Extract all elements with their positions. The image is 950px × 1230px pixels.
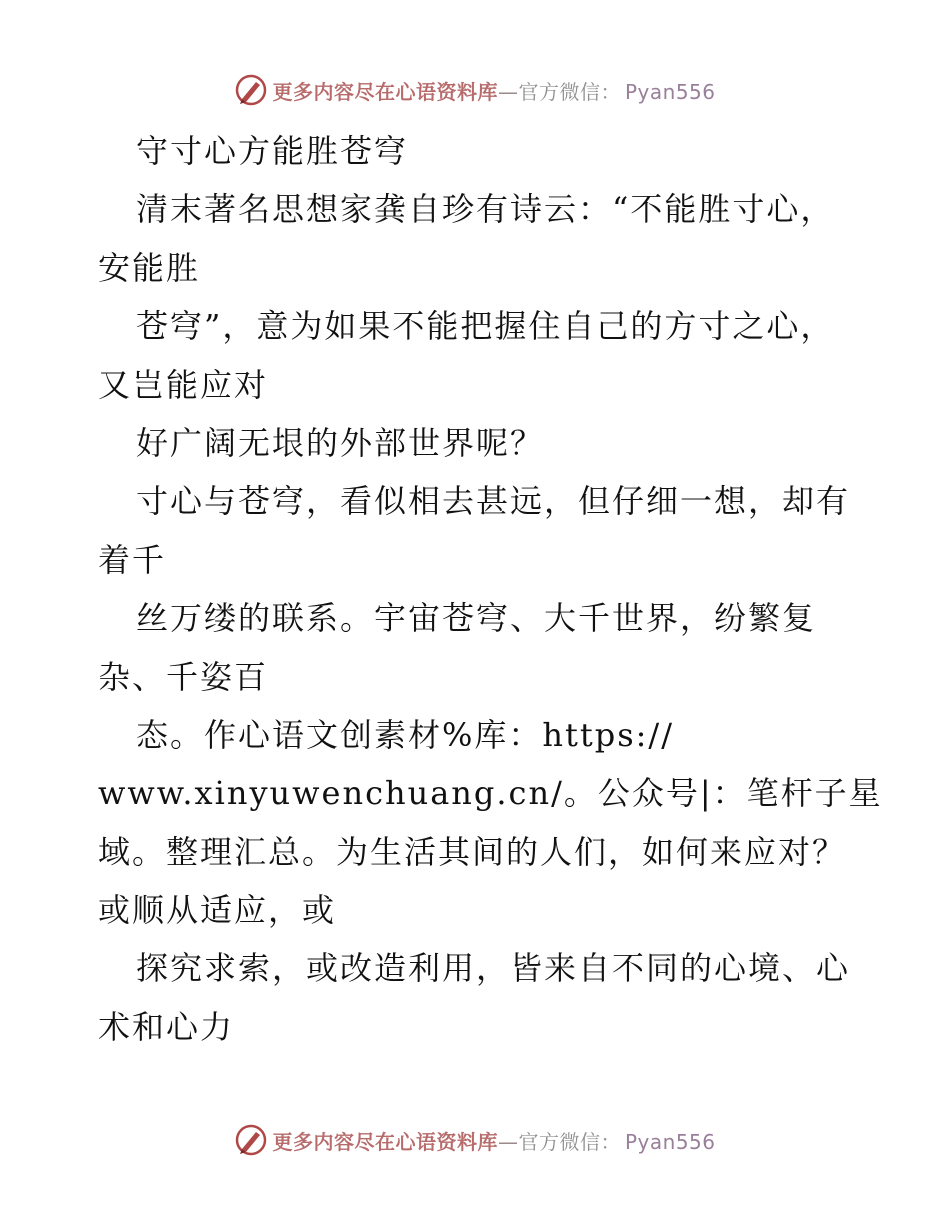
- body-text-line: 态。作心语文创素材%库：https://: [136, 715, 674, 754]
- document-body: [98, 122, 883, 1056]
- body-text-line: 丝万缕的联系。宇宙苍穹、大千世界，纷繁复: [136, 599, 817, 638]
- body-text-line: 术和心力: [98, 1007, 235, 1046]
- body-text-line: 清末著名思想家龚自珍有诗云：“不能胜寸心，: [136, 190, 835, 229]
- pen-logo-icon: [234, 73, 268, 107]
- body-text-line: 安能胜: [98, 248, 201, 287]
- body-text-line: 或顺从适应，或: [98, 891, 337, 930]
- body-text-line: 探究求索，或改造利用，皆来自不同的心境、心: [136, 949, 851, 988]
- footer-banner: [0, 1120, 950, 1160]
- header-wechat-id: Pyan556: [624, 79, 716, 104]
- body-text-line: www.xinyuwenchuang.cn/。公众号|：笔杆子星: [98, 774, 883, 813]
- body-text-line: 域。整理汇总。为生活其间的人们，如何来应对？: [98, 832, 847, 871]
- body-text-line: 又岂能应对: [98, 365, 269, 404]
- pen-logo-icon: [234, 1123, 268, 1157]
- header-brand: 更多内容尽在心语资料库: [272, 79, 498, 104]
- footer-wechat-label: 官方微信：: [518, 1129, 621, 1154]
- header-separator: —: [497, 79, 519, 104]
- body-text-line: 寸心与苍穹，看似相去甚远，但仔细一想，却有: [136, 482, 851, 521]
- header-text: [272, 76, 715, 105]
- footer-text: [272, 1126, 715, 1155]
- body-text-line: 杂、千姿百: [98, 657, 269, 696]
- footer-separator: —: [497, 1129, 519, 1154]
- body-text-line: 苍穹”，意为如果不能把握住自己的方寸之心，: [136, 307, 835, 346]
- footer-wechat-id: Pyan556: [624, 1129, 716, 1154]
- body-text-line: 着千: [98, 540, 167, 579]
- header-banner: [0, 70, 950, 110]
- body-text-line: 好广阔无垠的外部世界呢？: [136, 423, 545, 462]
- footer-brand: 更多内容尽在心语资料库: [272, 1129, 498, 1154]
- header-wechat-label: 官方微信：: [518, 79, 621, 104]
- body-text-line: 守寸心方能胜苍穹: [136, 132, 409, 170]
